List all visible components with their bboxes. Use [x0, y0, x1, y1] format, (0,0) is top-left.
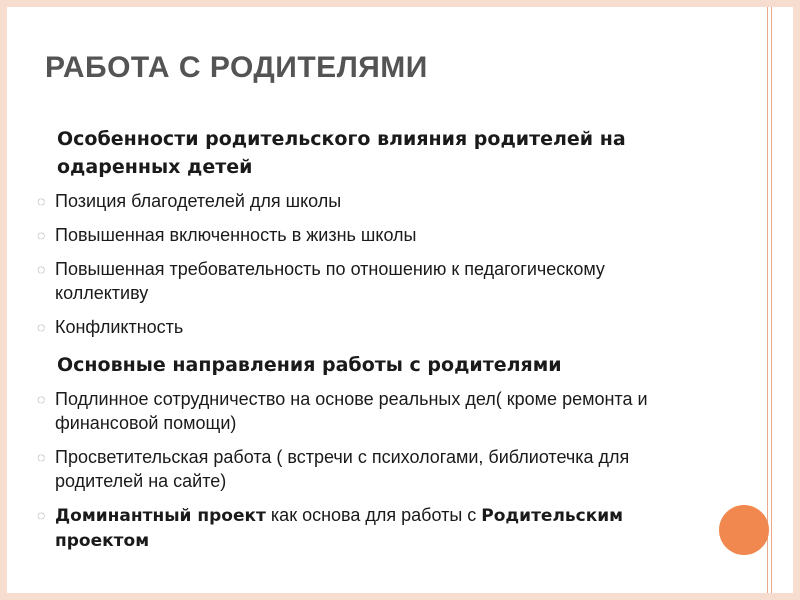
list-item: ◌ Просветительская работа ( встречи с психологами, библиотечка для родителей на сайте) [37, 447, 630, 491]
vertical-rule [767, 7, 768, 593]
parent-project-label: Родительским проектом [55, 506, 624, 551]
slide-content [37, 125, 697, 563]
dominant-project-label: Доминантный проект [55, 506, 266, 526]
accent-circle [719, 505, 769, 555]
list-item: ◌ Повышенная включенность в жизнь школы [37, 225, 417, 245]
list-item [37, 503, 697, 553]
slide [7, 7, 793, 593]
bullet-icon: ◌ [37, 227, 46, 243]
bullet-icon: ◌ [37, 319, 46, 335]
bullet-icon: ◌ [37, 261, 46, 277]
section-heading-features: Особенности родительского влияния родителей на одаренных детей [57, 128, 626, 178]
bullet-icon: ◌ [37, 507, 46, 523]
last-item-text: как основа для работы с [265, 505, 482, 525]
slide-title: РАБОТА С РОДИТЕЛЯМИ [45, 51, 428, 84]
list-item: ◌ Подлинное сотрудничество на основе реальных дел( кроме ремонта и финансовой помощи) [37, 389, 648, 433]
bullet-icon: ◌ [37, 449, 46, 465]
list-item: ◌ Повышенная требовательность по отношению к педагогическому коллективу [37, 259, 605, 303]
vertical-rule-inner [771, 7, 772, 593]
section-heading-directions: Основные направления работы с родителями [57, 354, 562, 376]
list-item: ◌ Конфликтность [37, 317, 184, 337]
bullet-icon: ◌ [37, 193, 46, 209]
list-item: ◌ Позиция благодетелей для школы [37, 191, 342, 211]
bullet-icon: ◌ [37, 391, 46, 407]
